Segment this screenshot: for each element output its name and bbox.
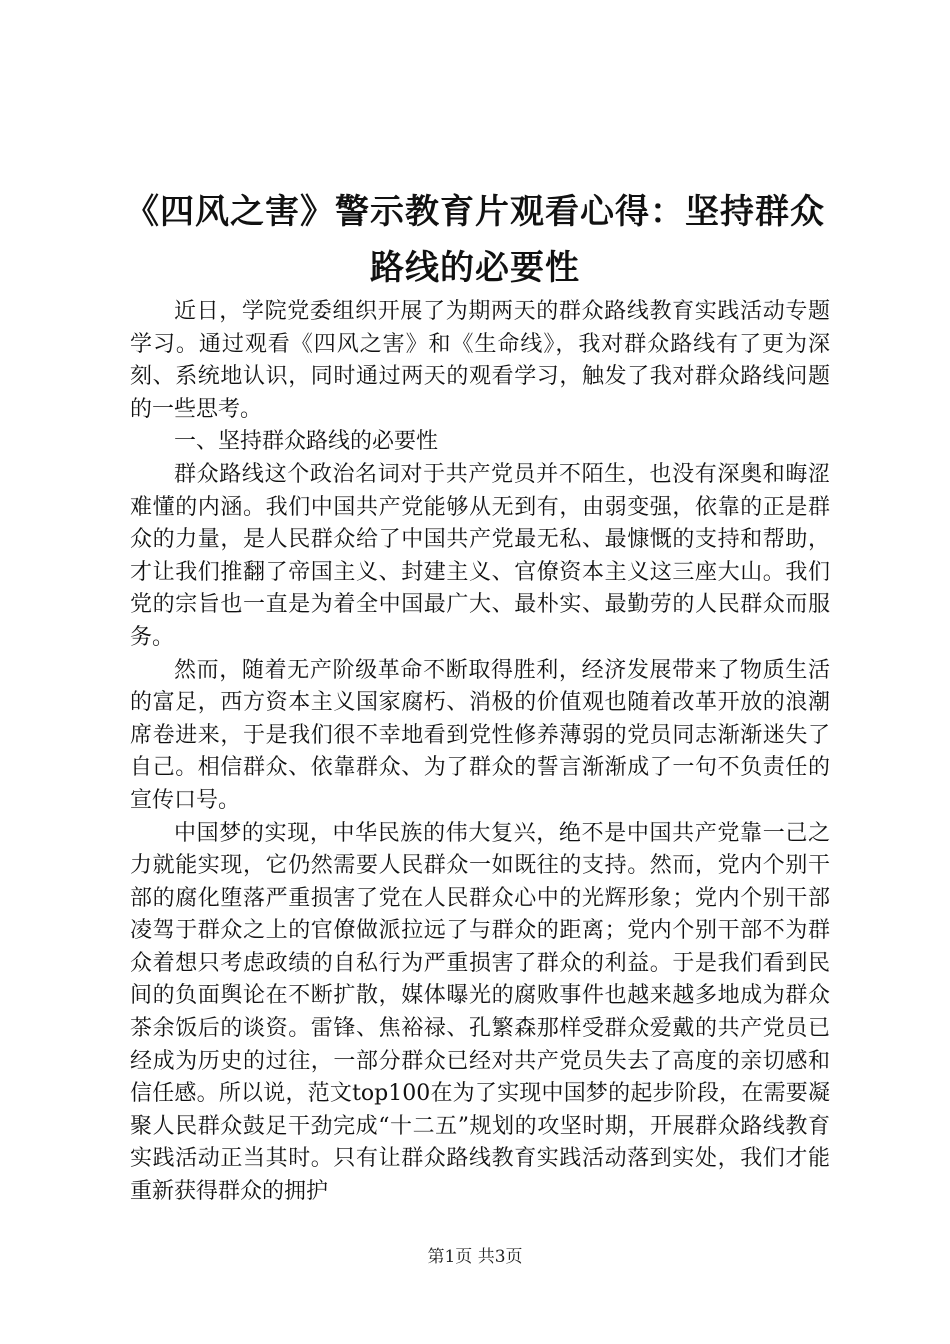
paragraph-intro: 近日，学院党委组织开展了为期两天的群众路线教育实践活动专题学习。通过观看《四风之害》和《生命线》，我对群众路线有了更为深刻、系统地认识，同时通过两天的观看学习，触发了我对群众路线问题的一些思考。 (130, 299, 830, 422)
document-title-line1: 《四风之害》警示教育片观看心得：坚持群众 (125, 192, 825, 232)
paragraph: 中国梦的实现，中华民族的伟大复兴，绝不是中国共产党靠一己之力就能实现，它仍然需要人民群众一如既往的支持。然而，党内个别干部的腐化堕落严重损害了党在人民群众心中的光辉形象；党内个别干部凌驾于群众之上的官僚做派拉远了与群众的距离；党内个别干部不为群众着想只考虑政绩的自私行为严重损害了群众的利益。于是我们看到民间的负面舆论在不断扩散，媒体曝光的腐败事件也越来越多地成为群众茶余饭后的谈资。雷锋、焦裕禄、孔繁森那样受群众爱戴的共产党员已经成为历史的过往，一部分群众已经对共产党员失去了高度的亲切感和信任感。所以说，范文top100在为了实现中国梦的起步阶段，在需要凝聚人民群众鼓足干劲完成“十二五”规划的攻坚时期，开展群众路线教育实践活动正当其时。只有让群众路线教育实践活动落到实处，我们才能重新获得群众的拥护 (130, 820, 830, 1205)
section-heading: 一、坚持群众路线的必要性 (174, 429, 439, 455)
document-title-line2: 路线的必要性 (370, 248, 580, 288)
document-body (130, 296, 830, 1209)
paragraph: 然而，随着无产阶级革命不断取得胜利，经济发展带来了物质生活的富足，西方资本主义国家腐朽、消极的价值观也随着改革开放的浪潮席卷进来，于是我们很不幸地看到党性修养薄弱的党员同志渐渐迷失了自己。相信群众、依靠群众、为了群众的誓言渐渐成了一句不负责任的宣传口号。 (130, 657, 830, 813)
page-footer: 第1页 共3页 (427, 1247, 523, 1267)
paragraph: 群众路线这个政治名词对于共产党员并不陌生，也没有深奥和晦涩难懂的内涵。我们中国共产党能够从无到有，由弱变强，依靠的正是群众的力量，是人民群众给了中国共产党最无私、最慷慨的支持和帮助，才让我们推翻了帝国主义、封建主义、官僚资本主义这三座大山。我们党的宗旨也一直是为着全中国最广大、最朴实、最勤劳的人民群众而服务。 (130, 461, 830, 650)
